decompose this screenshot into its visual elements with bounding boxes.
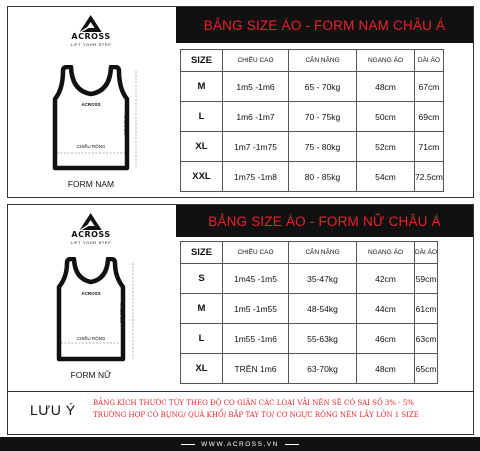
cell-chest: 44cm xyxy=(357,294,415,324)
cell-weight: 63-70kg xyxy=(289,354,357,384)
cell-length: 65cm xyxy=(415,354,438,384)
header-size: SIZE xyxy=(181,242,223,264)
cell-weight: 70 - 75kg xyxy=(289,102,357,132)
note-text xyxy=(93,397,469,421)
note-title: LƯU Ý xyxy=(30,402,76,418)
cell-height: 1m5 -1m55 xyxy=(223,294,289,324)
table-row xyxy=(181,294,438,324)
cell-size: XL xyxy=(181,354,223,384)
width-label: CHIỀU RỘNG xyxy=(76,144,106,149)
header-length: DÀI ÁO xyxy=(415,242,438,264)
cell-chest: 48cm xyxy=(357,72,415,102)
table-row xyxy=(181,354,438,384)
brand-logo xyxy=(71,15,112,47)
cell-chest: 52cm xyxy=(357,132,415,162)
cell-size: M xyxy=(181,72,223,102)
note-section xyxy=(7,392,474,435)
table-header-row xyxy=(181,242,438,264)
cell-length: 59cm xyxy=(415,264,438,294)
cell-chest: 54cm xyxy=(357,162,415,192)
brand-logo xyxy=(71,213,112,245)
header-height: CHIỀU CAO xyxy=(223,242,289,264)
cell-size: S xyxy=(181,264,223,294)
header-weight: CÂN NẶNG xyxy=(289,50,357,72)
cell-length: 71cm xyxy=(415,132,444,162)
male-size-panel xyxy=(7,6,474,198)
female-size-panel xyxy=(7,204,474,392)
height-label: CHIỀU DÀI xyxy=(119,303,124,324)
header-size: SIZE xyxy=(181,50,223,72)
shirt-print-brand: ACROSS xyxy=(81,291,101,296)
cell-chest: 50cm xyxy=(357,102,415,132)
header-chest: NGANG ÁO xyxy=(357,50,415,72)
width-label: CHIỀU RỘNG xyxy=(76,336,106,341)
cell-length: 69cm xyxy=(415,102,444,132)
website-link[interactable]: WWW.ACROSS.VN xyxy=(201,440,279,448)
cell-height: 1m45 -1m5 xyxy=(223,264,289,294)
male-illustration xyxy=(8,7,174,197)
cell-length: 72.5cm xyxy=(415,162,444,192)
table-title: BẢNG SIZE ÁO - FORM NỮ CHÂU Á xyxy=(176,205,473,237)
triangle-logo-icon xyxy=(80,15,102,32)
cell-height: 1m6 -1m7 xyxy=(223,102,289,132)
footer-bar xyxy=(0,437,480,451)
cell-length: 67cm xyxy=(415,72,444,102)
table-row xyxy=(181,162,444,192)
cell-weight: 75 - 80kg xyxy=(289,132,357,162)
cell-height: TRÊN 1m6 xyxy=(223,354,289,384)
header-weight: CÂN NẶNG xyxy=(289,242,357,264)
table-row xyxy=(181,102,444,132)
cell-weight: 55-63kg xyxy=(289,324,357,354)
cell-weight: 65 - 70kg xyxy=(289,72,357,102)
brand-name: ACROSS xyxy=(71,32,111,41)
divider xyxy=(285,444,299,445)
shirt-print-brand: ACROSS xyxy=(81,102,101,107)
table-title: BẢNG SIZE ÁO - FORM NAM CHÂU Á xyxy=(176,7,473,43)
cell-size: L xyxy=(181,324,223,354)
cell-weight: 80 - 85kg xyxy=(289,162,357,192)
form-label: FORM NỮ xyxy=(70,370,112,380)
female-illustration xyxy=(8,205,174,391)
table-header-row xyxy=(181,50,444,72)
header-chest: NGANG ÁO xyxy=(357,242,415,264)
size-table xyxy=(180,49,444,192)
header-height: CHIỀU CAO xyxy=(223,50,289,72)
cell-length: 61cm xyxy=(415,294,438,324)
cell-size: M xyxy=(181,294,223,324)
form-label: FORM NAM xyxy=(67,179,115,189)
table-row xyxy=(181,132,444,162)
divider xyxy=(181,444,195,445)
table-row xyxy=(181,72,444,102)
cell-weight: 48-54kg xyxy=(289,294,357,324)
cell-height: 1m55 -1m6 xyxy=(223,324,289,354)
cell-size: XL xyxy=(181,132,223,162)
table-row xyxy=(181,324,438,354)
tank-top-icon xyxy=(41,257,141,363)
cell-chest: 42cm xyxy=(357,264,415,294)
cell-length: 63cm xyxy=(415,324,438,354)
cell-height: 1m75 -1m8 xyxy=(223,162,289,192)
brand-tagline: LIFT YOUR STEP xyxy=(70,240,112,245)
brand-name: ACROSS xyxy=(71,230,111,239)
height-label: CHIỀU DÀI xyxy=(123,115,128,136)
header-length: DÀI ÁO xyxy=(415,50,444,72)
cell-weight: 35-47kg xyxy=(289,264,357,294)
cell-size: L xyxy=(181,102,223,132)
cell-height: 1m7 -1m75 xyxy=(223,132,289,162)
note-line-1: BẢNG KÍCH THƯỚC TÙY THEO ĐỘ CO GIÃN CÁC LOẠI VẢI NÊN SẼ CÓ SAI SỐ 3% - 5% xyxy=(93,399,414,407)
brand-tagline: LIFT YOUR STEP xyxy=(70,42,112,47)
table-row xyxy=(181,264,438,294)
size-table xyxy=(180,241,438,384)
cell-size: XXL xyxy=(181,162,223,192)
note-line-2: TRƯỜNG HỢP CÓ BỤNG/ QUÁ KHỔ/ BẮP TAY TO/ CƠ NGỰC RỘNG NÊN LẤY LỚN 1 SIZE xyxy=(93,411,419,419)
cell-chest: 46cm xyxy=(357,324,415,354)
cell-chest: 48cm xyxy=(357,354,415,384)
triangle-logo-icon xyxy=(80,213,102,230)
cell-height: 1m5 -1m6 xyxy=(223,72,289,102)
